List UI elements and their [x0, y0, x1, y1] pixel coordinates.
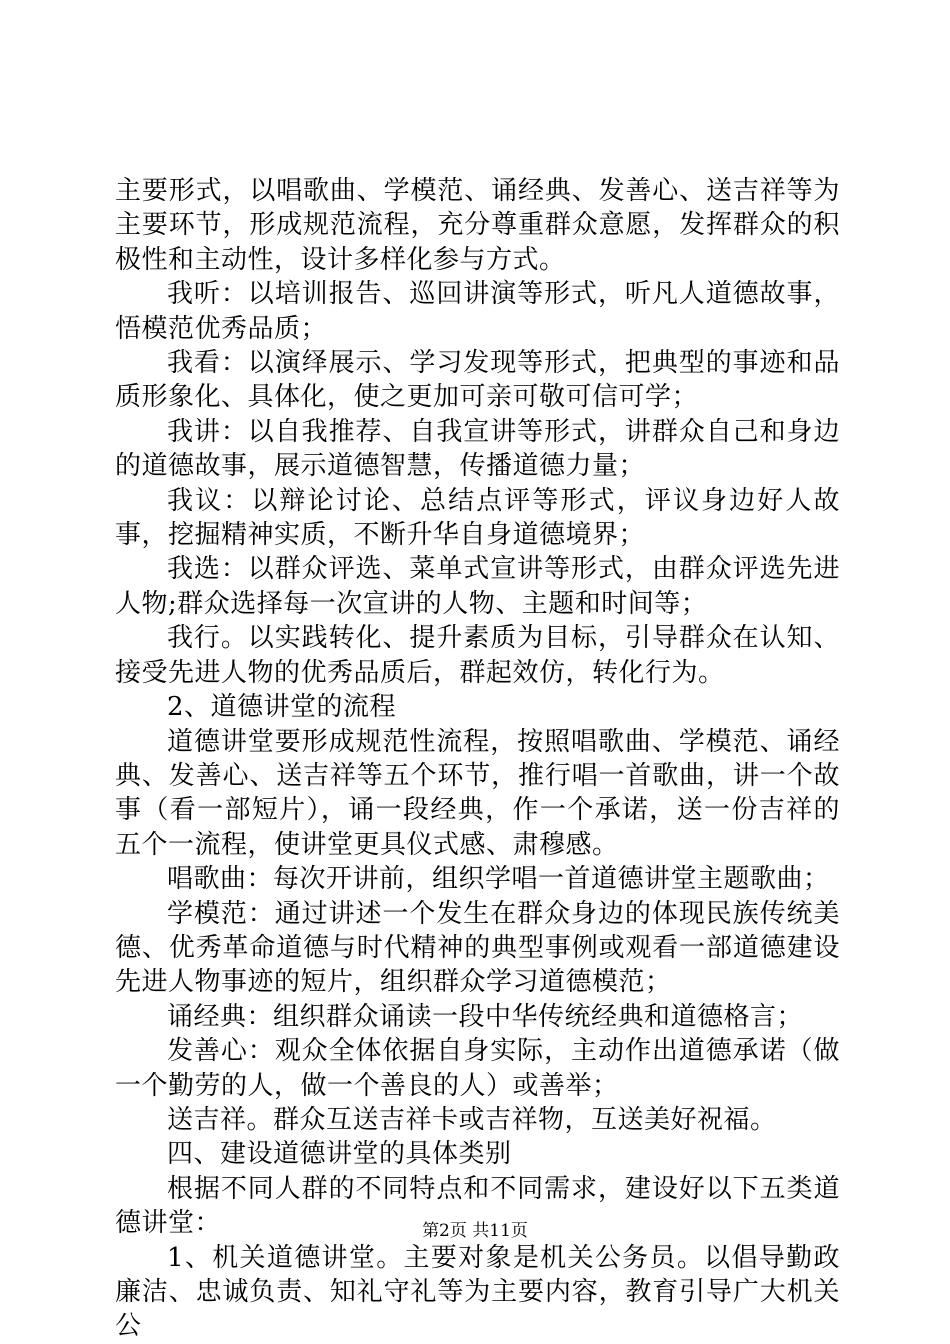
paragraph: 道德讲堂要形成规范性流程，按照唱歌曲、学模范、诵经典、发善心、送吉祥等五个环节，推行唱一首歌曲，讲一个故事（看一部短片），诵一段经典，作一个承诺，送一份吉祥的五个一流程，使讲堂更具仪式感、肃穆感。	[115, 726, 840, 860]
paragraph: 我议：以辩论讨论、总结点评等形式，评议身边好人故事，挖掘精神实质，不断升华自身道德境界；	[115, 485, 840, 551]
paragraph: 我选：以群众评选、菜单式宣讲等形式，由群众评选先进人物;群众选择每一次宣讲的人物、主题和时间等；	[115, 554, 840, 619]
paragraph: 根据不同人群的不同特点和不同需求，建设好以下五类道德讲堂：	[115, 1173, 840, 1239]
page-footer: 第2页 共11页	[422, 1221, 528, 1241]
paragraph: 送吉祥。群众互送吉祥卡或吉祥物，互送美好祝福。	[167, 1104, 777, 1135]
document-body	[115, 174, 840, 1344]
paragraph: 我听：以培训报告、巡回讲演等形式，听凡人道德故事，悟模范优秀品质；	[115, 279, 840, 344]
paragraph: 发善心：观众全体依据自身实际，主动作出道德承诺（做一个勤劳的人，做一个善良的人）或善举；	[115, 1036, 840, 1101]
paragraph: 我看：以演绎展示、学习发现等形式，把典型的事迹和品质形象化、具体化，使之更加可亲可敬可信可学；	[115, 348, 840, 413]
paragraph: 主要形式，以唱歌曲、学模范、诵经典、发善心、送吉祥等为主要环节，形成规范流程，充分尊重群众意愿，发挥群众的积极性和主动性，设计多样化参与方式。	[115, 176, 840, 275]
paragraph: 2、道德讲堂的流程	[167, 692, 397, 723]
paragraph: 学模范：通过讲述一个发生在群众身边的体现民族传统美德、优秀革命道德与时代精神的典型事例或观看一部道德建设先进人物事迹的短片，组织群众学习道德模范；	[115, 898, 840, 998]
paragraph: 四、建设道德讲堂的具体类别	[167, 1139, 512, 1170]
paragraph: 1、机关道德讲堂。主要对象是机关公务员。以倡导勤政廉洁、忠诚负责、知礼守礼等为主要内容，教育引导广大机关公	[115, 1242, 840, 1342]
paragraph: 我讲：以自我推荐、自我宣讲等形式，讲群众自己和身边的道德故事，展示道德智慧，传播道德力量；	[115, 416, 840, 482]
paragraph: 诵经典：组织群众诵读一段中华传统经典和道德格言；	[167, 1001, 804, 1032]
paragraph: 唱歌曲：每次开讲前，组织学唱一首道德讲堂主题歌曲；	[167, 864, 830, 895]
paragraph: 我行。以实践转化、提升素质为目标，引导群众在认知、接受先进人物的优秀品质后，群起效仿，转化行为。	[115, 623, 840, 688]
